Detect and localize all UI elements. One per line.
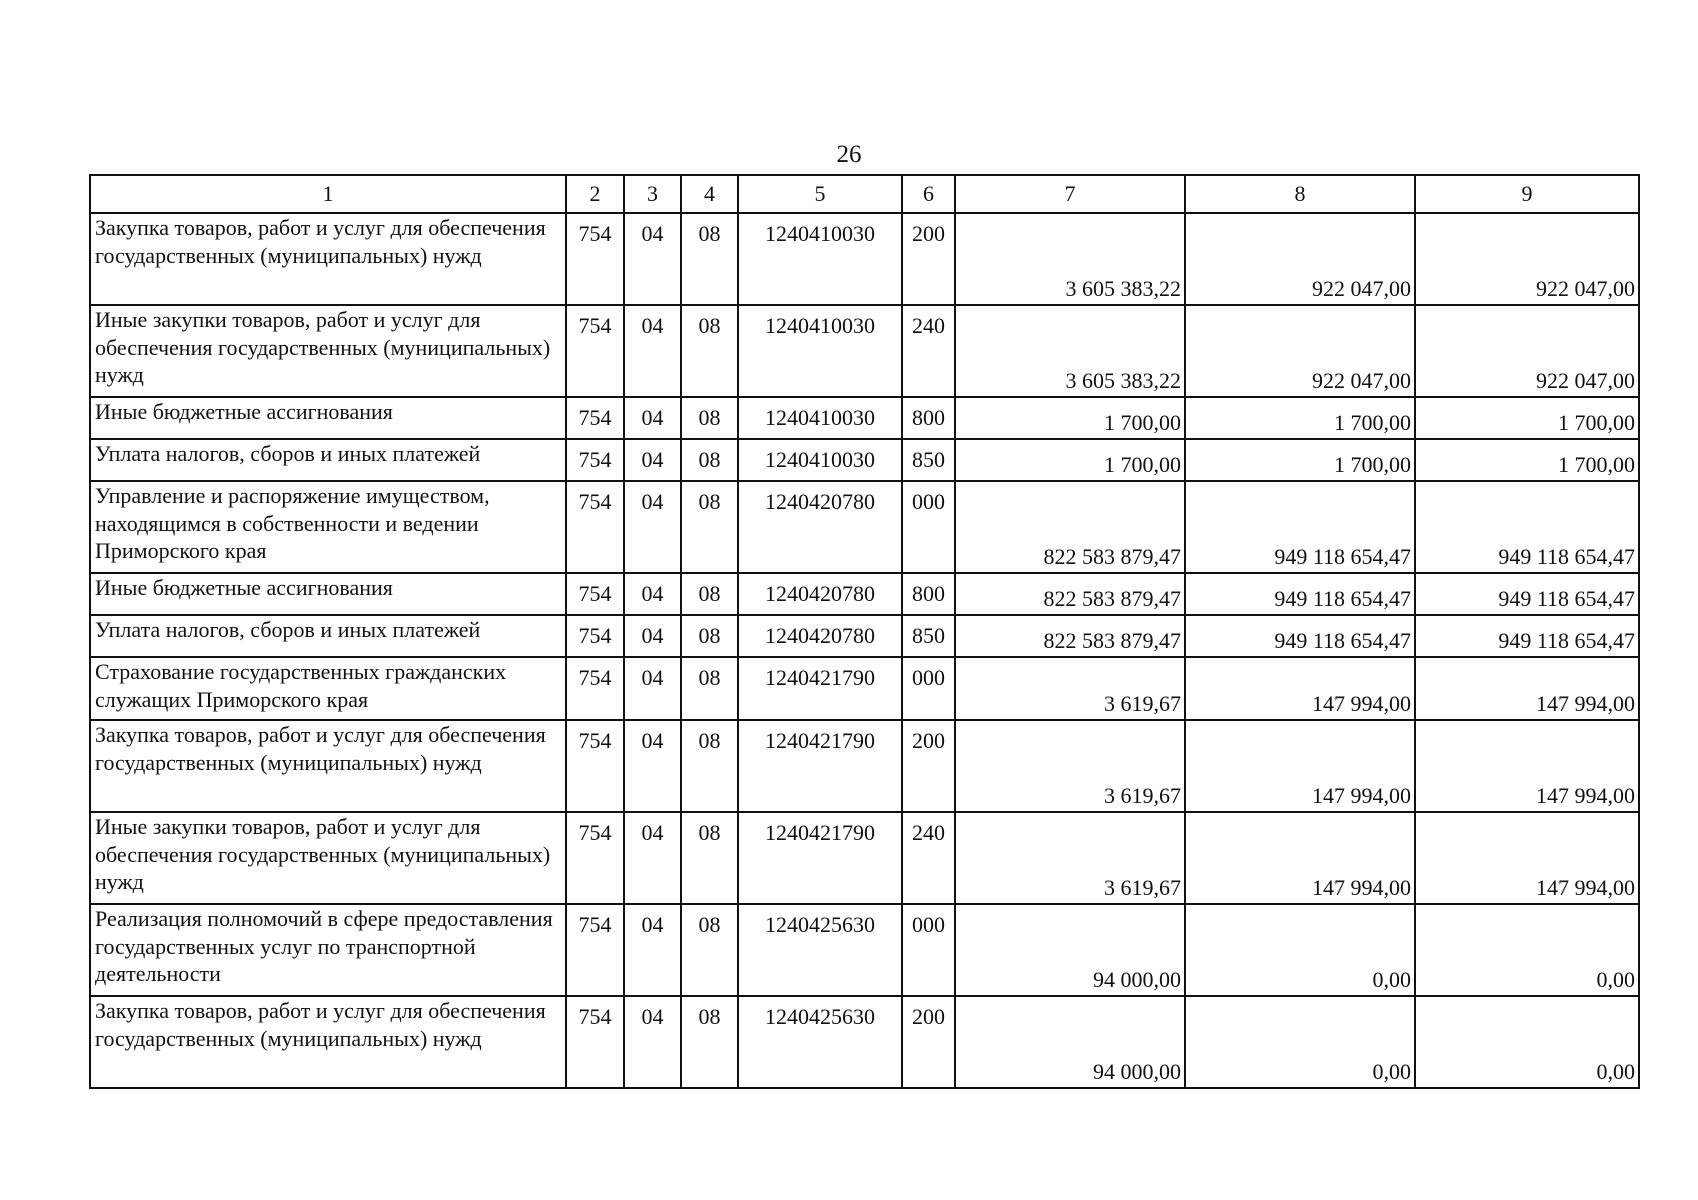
amount-cell-col8: 1 700,00: [1185, 397, 1415, 439]
target-article-cell: 1240420780: [738, 573, 902, 615]
table-row: [90, 904, 1639, 996]
subsection-cell: 08: [681, 615, 738, 657]
amount-cell-col7: 3 619,67: [955, 657, 1185, 720]
row-name-cell: Уплата налогов, сборов и иных платежей: [90, 439, 566, 481]
subsection-cell: 08: [681, 305, 738, 397]
ministry-code-cell: 754: [566, 439, 624, 481]
amount-cell-col7: 3 605 383,22: [955, 213, 1185, 305]
expense-type-cell: 850: [902, 615, 955, 657]
ministry-code-cell: 754: [566, 615, 624, 657]
expense-type-cell: 000: [902, 481, 955, 573]
amount-cell-col9: 147 994,00: [1415, 657, 1639, 720]
ministry-code-cell: 754: [566, 305, 624, 397]
column-header: 1: [90, 175, 566, 213]
target-article-cell: 1240420780: [738, 615, 902, 657]
row-name-cell: Закупка товаров, работ и услуг для обеспечения государственных (муниципальных) нужд: [90, 720, 566, 812]
expense-type-cell: 000: [902, 657, 955, 720]
amount-cell-col7: 822 583 879,47: [955, 573, 1185, 615]
table-row: [90, 305, 1639, 397]
table-row: [90, 615, 1639, 657]
column-header: 5: [738, 175, 902, 213]
amount-cell-col9: 1 700,00: [1415, 397, 1639, 439]
expense-type-cell: 800: [902, 573, 955, 615]
budget-table: [89, 174, 1640, 1089]
amount-cell-col8: 147 994,00: [1185, 657, 1415, 720]
amount-cell-col7: 1 700,00: [955, 397, 1185, 439]
amount-cell-col7: 94 000,00: [955, 996, 1185, 1088]
column-header: 7: [955, 175, 1185, 213]
amount-cell-col8: 147 994,00: [1185, 720, 1415, 812]
amount-cell-col9: 922 047,00: [1415, 305, 1639, 397]
amount-cell-col7: 822 583 879,47: [955, 481, 1185, 573]
subsection-cell: 08: [681, 439, 738, 481]
table-row: [90, 657, 1639, 720]
section-cell: 04: [624, 720, 681, 812]
subsection-cell: 08: [681, 720, 738, 812]
subsection-cell: 08: [681, 573, 738, 615]
amount-cell-col9: 922 047,00: [1415, 213, 1639, 305]
amount-cell-col9: 0,00: [1415, 996, 1639, 1088]
section-cell: 04: [624, 439, 681, 481]
row-name-cell: Страхование государственных гражданских служащих Приморского края: [90, 657, 566, 720]
table-row: [90, 481, 1639, 573]
target-article-cell: 1240425630: [738, 996, 902, 1088]
target-article-cell: 1240420780: [738, 481, 902, 573]
target-article-cell: 1240410030: [738, 397, 902, 439]
header-row: [90, 175, 1639, 213]
subsection-cell: 08: [681, 481, 738, 573]
row-name-cell: Закупка товаров, работ и услуг для обеспечения государственных (муниципальных) нужд: [90, 996, 566, 1088]
expense-type-cell: 240: [902, 812, 955, 904]
table-row: [90, 720, 1639, 812]
amount-cell-col8: 949 118 654,47: [1185, 615, 1415, 657]
ministry-code-cell: 754: [566, 213, 624, 305]
expense-type-cell: 200: [902, 720, 955, 812]
ministry-code-cell: 754: [566, 904, 624, 996]
page-number: 26: [836, 141, 862, 168]
row-name-cell: Иные бюджетные ассигнования: [90, 573, 566, 615]
column-header: 4: [681, 175, 738, 213]
amount-cell-col8: 147 994,00: [1185, 812, 1415, 904]
target-article-cell: 1240421790: [738, 812, 902, 904]
amount-cell-col7: 94 000,00: [955, 904, 1185, 996]
expense-type-cell: 200: [902, 996, 955, 1088]
section-cell: 04: [624, 812, 681, 904]
amount-cell-col7: 1 700,00: [955, 439, 1185, 481]
table-row: [90, 812, 1639, 904]
row-name-cell: Закупка товаров, работ и услуг для обеспечения государственных (муниципальных) нужд: [90, 213, 566, 305]
ministry-code-cell: 754: [566, 657, 624, 720]
expense-type-cell: 240: [902, 305, 955, 397]
section-cell: 04: [624, 996, 681, 1088]
column-header: 9: [1415, 175, 1639, 213]
amount-cell-col9: 949 118 654,47: [1415, 573, 1639, 615]
section-cell: 04: [624, 657, 681, 720]
ministry-code-cell: 754: [566, 397, 624, 439]
target-article-cell: 1240425630: [738, 904, 902, 996]
subsection-cell: 08: [681, 904, 738, 996]
subsection-cell: 08: [681, 996, 738, 1088]
amount-cell-col7: 3 619,67: [955, 812, 1185, 904]
amount-cell-col9: 147 994,00: [1415, 812, 1639, 904]
row-name-cell: Иные бюджетные ассигнования: [90, 397, 566, 439]
expense-type-cell: 200: [902, 213, 955, 305]
subsection-cell: 08: [681, 397, 738, 439]
expense-type-cell: 850: [902, 439, 955, 481]
amount-cell-col8: 0,00: [1185, 904, 1415, 996]
column-header: 8: [1185, 175, 1415, 213]
table-row: [90, 996, 1639, 1088]
amount-cell-col9: 0,00: [1415, 904, 1639, 996]
amount-cell-col8: 922 047,00: [1185, 305, 1415, 397]
target-article-cell: 1240410030: [738, 305, 902, 397]
ministry-code-cell: 754: [566, 573, 624, 615]
section-cell: 04: [624, 904, 681, 996]
row-name-cell: Уплата налогов, сборов и иных платежей: [90, 615, 566, 657]
subsection-cell: 08: [681, 213, 738, 305]
section-cell: 04: [624, 213, 681, 305]
subsection-cell: 08: [681, 812, 738, 904]
column-header: 6: [902, 175, 955, 213]
section-cell: 04: [624, 615, 681, 657]
amount-cell-col7: 822 583 879,47: [955, 615, 1185, 657]
amount-cell-col8: 0,00: [1185, 996, 1415, 1088]
amount-cell-col7: 3 605 383,22: [955, 305, 1185, 397]
amount-cell-col8: 949 118 654,47: [1185, 573, 1415, 615]
amount-cell-col8: 922 047,00: [1185, 213, 1415, 305]
ministry-code-cell: 754: [566, 812, 624, 904]
section-cell: 04: [624, 397, 681, 439]
ministry-code-cell: 754: [566, 481, 624, 573]
target-article-cell: 1240410030: [738, 213, 902, 305]
table-row: [90, 439, 1639, 481]
section-cell: 04: [624, 481, 681, 573]
target-article-cell: 1240421790: [738, 720, 902, 812]
amount-cell-col8: 949 118 654,47: [1185, 481, 1415, 573]
target-article-cell: 1240410030: [738, 439, 902, 481]
amount-cell-col9: 949 118 654,47: [1415, 481, 1639, 573]
ministry-code-cell: 754: [566, 720, 624, 812]
column-header: 3: [624, 175, 681, 213]
row-name-cell: Управление и распоряжение имуществом, находящимся в собственности и ведении Приморского края: [90, 481, 566, 573]
row-name-cell: Реализация полномочий в сфере предоставления государственных услуг по транспортной деятельности: [90, 904, 566, 996]
row-name-cell: Иные закупки товаров, работ и услуг для обеспечения государственных (муниципальных) нужд: [90, 305, 566, 397]
row-name-cell: Иные закупки товаров, работ и услуг для обеспечения государственных (муниципальных) нужд: [90, 812, 566, 904]
table-row: [90, 397, 1639, 439]
target-article-cell: 1240421790: [738, 657, 902, 720]
section-cell: 04: [624, 573, 681, 615]
amount-cell-col9: 949 118 654,47: [1415, 615, 1639, 657]
amount-cell-col8: 1 700,00: [1185, 439, 1415, 481]
section-cell: 04: [624, 305, 681, 397]
column-header: 2: [566, 175, 624, 213]
table-row: [90, 213, 1639, 305]
expense-type-cell: 000: [902, 904, 955, 996]
amount-cell-col9: 1 700,00: [1415, 439, 1639, 481]
ministry-code-cell: 754: [566, 996, 624, 1088]
table-row: [90, 573, 1639, 615]
subsection-cell: 08: [681, 657, 738, 720]
amount-cell-col9: 147 994,00: [1415, 720, 1639, 812]
expense-type-cell: 800: [902, 397, 955, 439]
amount-cell-col7: 3 619,67: [955, 720, 1185, 812]
